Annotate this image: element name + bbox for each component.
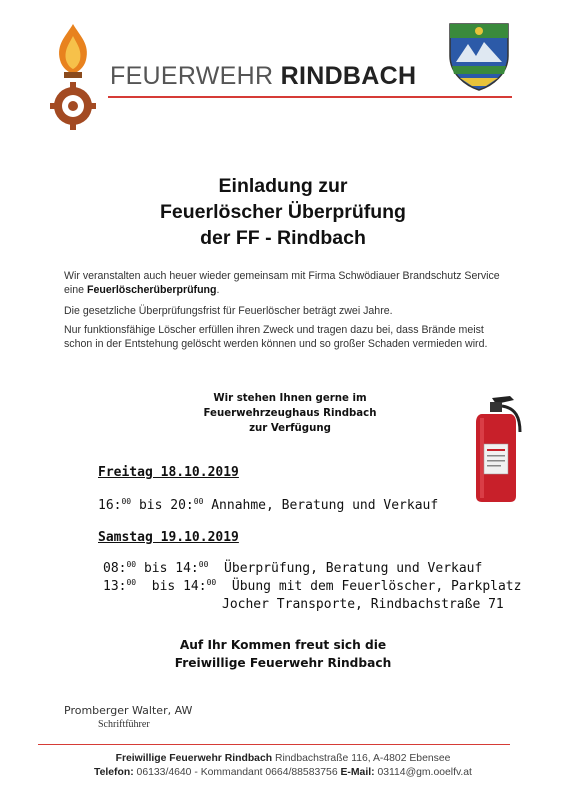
- time-hour: 08:: [103, 561, 127, 576]
- page-title: [0, 173, 566, 251]
- footer-email-text: 03114@gm.ooelfv.at: [374, 767, 472, 778]
- time-minute: 00: [126, 560, 137, 569]
- intro-text: .: [216, 284, 220, 296]
- closing-block: [0, 636, 566, 672]
- time-range: bis 20:: [131, 498, 194, 513]
- signer-role: Schriftführer: [98, 719, 150, 730]
- time-hour: 13:: [103, 579, 127, 594]
- header-title: [110, 62, 416, 91]
- footer-org-name: Freiwillige Feuerwehr Rindbach: [115, 753, 273, 764]
- day-heading-friday: Freitag 18.10.2019: [98, 465, 239, 480]
- footer-address-text: Rindbachstraße 116, A-4802 Ebensee: [272, 753, 451, 764]
- time-minute: 00: [198, 560, 209, 569]
- title-line: der FF - Rindbach: [200, 227, 366, 249]
- schedule-row: [98, 498, 438, 513]
- intro-bold-text: Feuerlöscherüberprüfung: [86, 284, 217, 296]
- intro-paragraph: Nur funktionsfähige Löscher erfüllen ihren Zweck und tragen dazu bei, dass Brände meist schon in der Entstehung gelöscht werden können und so großer Schaden vermieden wird.: [64, 324, 488, 350]
- footer-contact: [0, 767, 566, 778]
- title-line: Feuerlöscher Überprüfung: [160, 201, 406, 223]
- day-heading-saturday: Samstag 19.10.2019: [98, 530, 239, 545]
- footer-address: [0, 753, 566, 764]
- municipal-crest-icon: [446, 18, 512, 92]
- closing-line: Freiwillige Feuerwehr Rindbach: [174, 656, 392, 670]
- schedule-description: Annahme, Beratung und Verkauf: [203, 498, 439, 513]
- time-minute: 00: [206, 578, 217, 587]
- time-range: bis 14:: [136, 561, 199, 576]
- time-range: bis 14:: [136, 579, 207, 594]
- footer-email-label: E-Mail:: [340, 767, 375, 778]
- intro-text: Wir veranstalten auch heuer wieder gemeinsam mit Firma Schwödiauer Brandschutz Service eine: [64, 270, 500, 296]
- time-minute: 00: [193, 497, 204, 506]
- schedule-row: [103, 579, 521, 594]
- schedule-row: [103, 561, 482, 576]
- fire-brigade-flame-gear-icon: [50, 22, 96, 132]
- closing-line: Auf Ihr Kommen freut sich die: [179, 638, 387, 652]
- invite-line: Feuerwehrzeughaus Rindbach: [203, 408, 377, 419]
- invite-line: Wir stehen Ihnen gerne im: [213, 393, 367, 404]
- schedule-description: Überprüfung, Beratung und Verkauf: [208, 561, 483, 576]
- signer-name: Promberger Walter, AW: [64, 704, 193, 717]
- fire-extinguisher-icon: [462, 392, 526, 504]
- time-minute: 00: [126, 578, 137, 587]
- invite-line: zur Verfügung: [249, 423, 331, 434]
- header-title-bold: RINDBACH: [280, 62, 417, 90]
- header-title-light: FEUERWEHR: [110, 62, 274, 90]
- footer-divider: [38, 744, 510, 745]
- time-hour: 16:: [98, 498, 122, 513]
- header-divider: [108, 96, 512, 98]
- title-line: Einladung zur: [218, 175, 348, 197]
- intro-paragraph: Die gesetzliche Überprüfungsfrist für Feuerlöscher beträgt zwei Jahre.: [64, 305, 393, 317]
- footer-phone-label: Telefon:: [94, 767, 134, 778]
- footer-phone-text: 06133/4640 - Kommandant 0664/88583756: [133, 767, 341, 778]
- schedule-description: Übung mit dem Feuerlöscher, Parkplatz: [216, 579, 522, 594]
- intro-paragraph: [64, 269, 504, 297]
- schedule-description-continued: Jocher Transporte, Rindbachstraße 71: [222, 597, 504, 612]
- time-minute: 00: [121, 497, 132, 506]
- invitation-block: [150, 391, 430, 436]
